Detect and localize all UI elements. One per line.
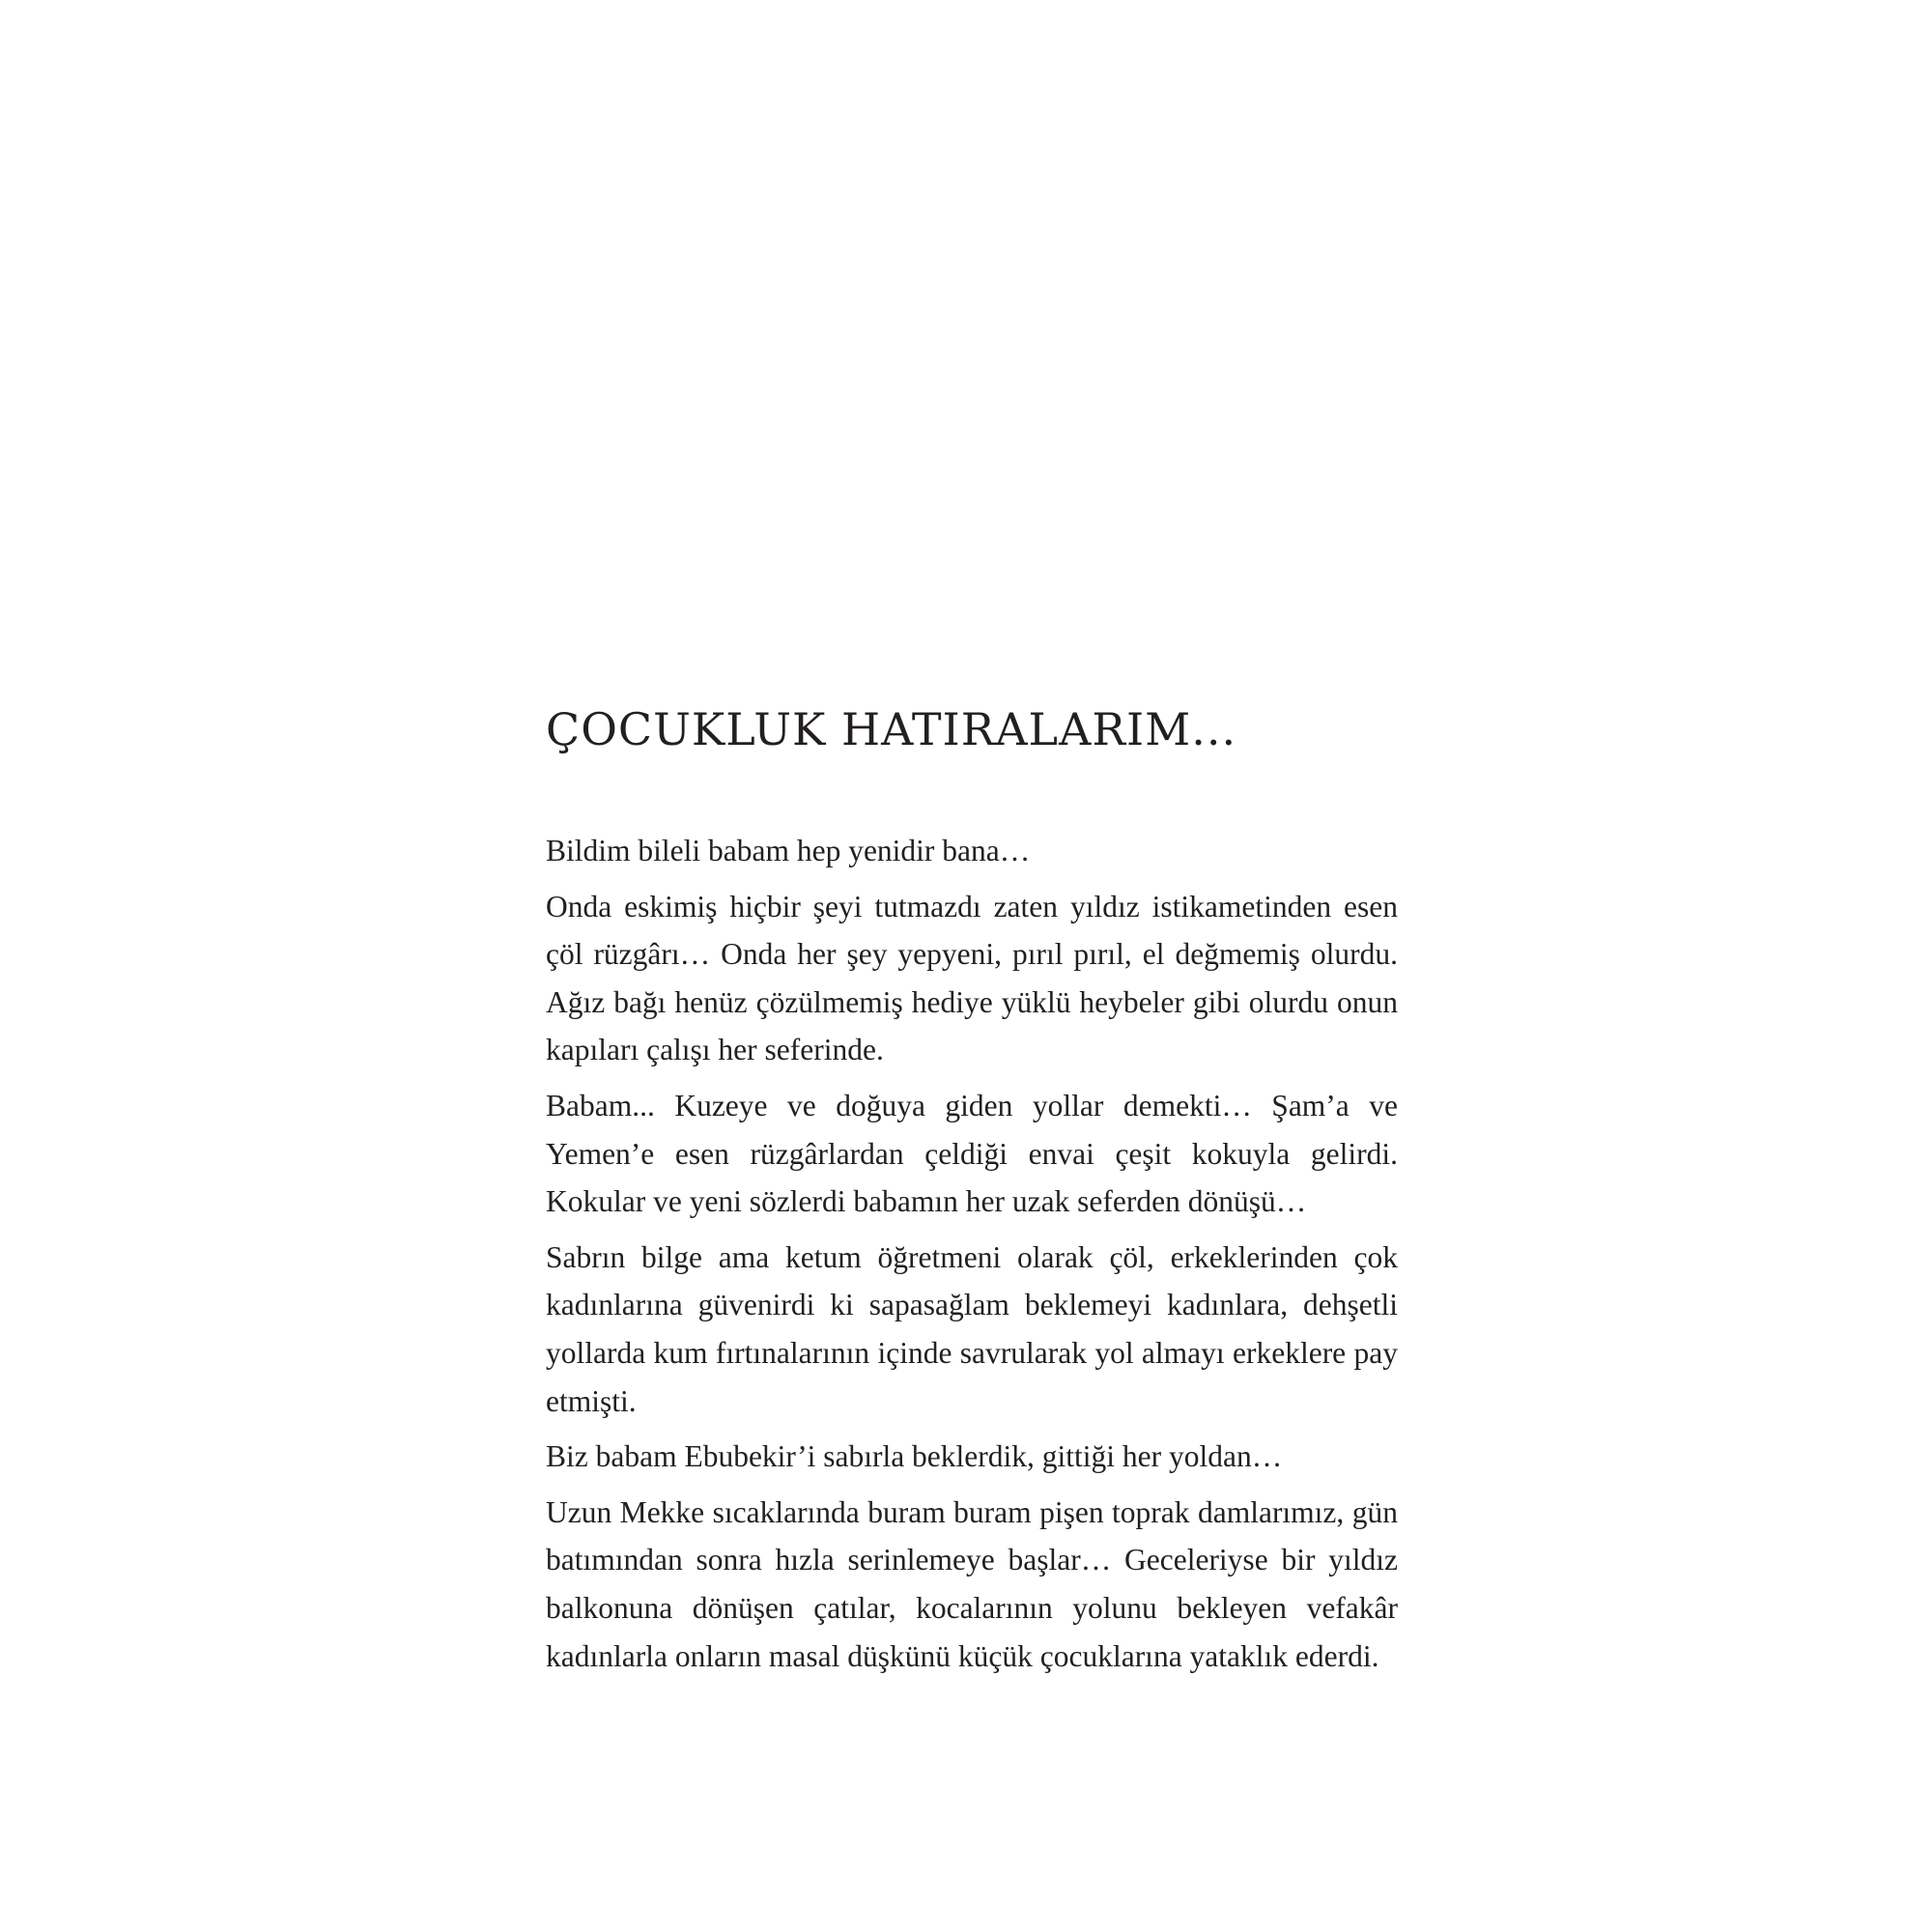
paragraph: Babam... Kuzeye ve doğuya giden yollar demekti… Şam’a ve Yemen’e esen rüzgârlardan çeldiği envai çeşit kokuyla gelirdi. Kokular ve yeni sözlerdi babamın her uzak seferden dönüşü… [546,1088,1398,1219]
paragraph: Uzun Mekke sıcaklarında buram buram pişen toprak damlarımız, gün batımından sonra hızla serinlemeye başlar… Geceleriyse bir yıldız balkonuna dönüşen çatılar, kocalarının yolunu bekleyen vefakâr kadınlarla onların masal düşkünü küçük çocuklarına yataklık ederdi. [546,1494,1398,1673]
chapter-body [546,827,1398,1688]
paragraph: Bildim bileli babam hep yenidir bana… [546,834,1031,867]
paragraph: Biz babam Ebubekir’i sabırla beklerdik, gittiği her yoldan… [546,1439,1283,1474]
paragraph: Onda eskimiş hiçbir şeyi tutmazdı zaten yıldız istikametinden esen çöl rüzgârı… Onda her şey yepyeni, pırıl pırıl, el değmemiş olurdu. Ağız bağı henüz çözülmemiş hediye yüklü heybeler gibi olurdu onun kapıları çalışı her seferinde. [546,889,1398,1067]
paragraph: Sabrın bilge ama ketum öğretmeni olarak çöl, erkeklerinden çok kadınlarına güvenirdi ki sapasağlam beklemeyi kadınlara, dehşetli yollarda kum fırtınalarının içinde savrularak yol almayı erkeklere pay etmişti. [546,1239,1398,1418]
chapter-title: ÇOCUKLUK HATIRALARIM... [546,703,1237,755]
